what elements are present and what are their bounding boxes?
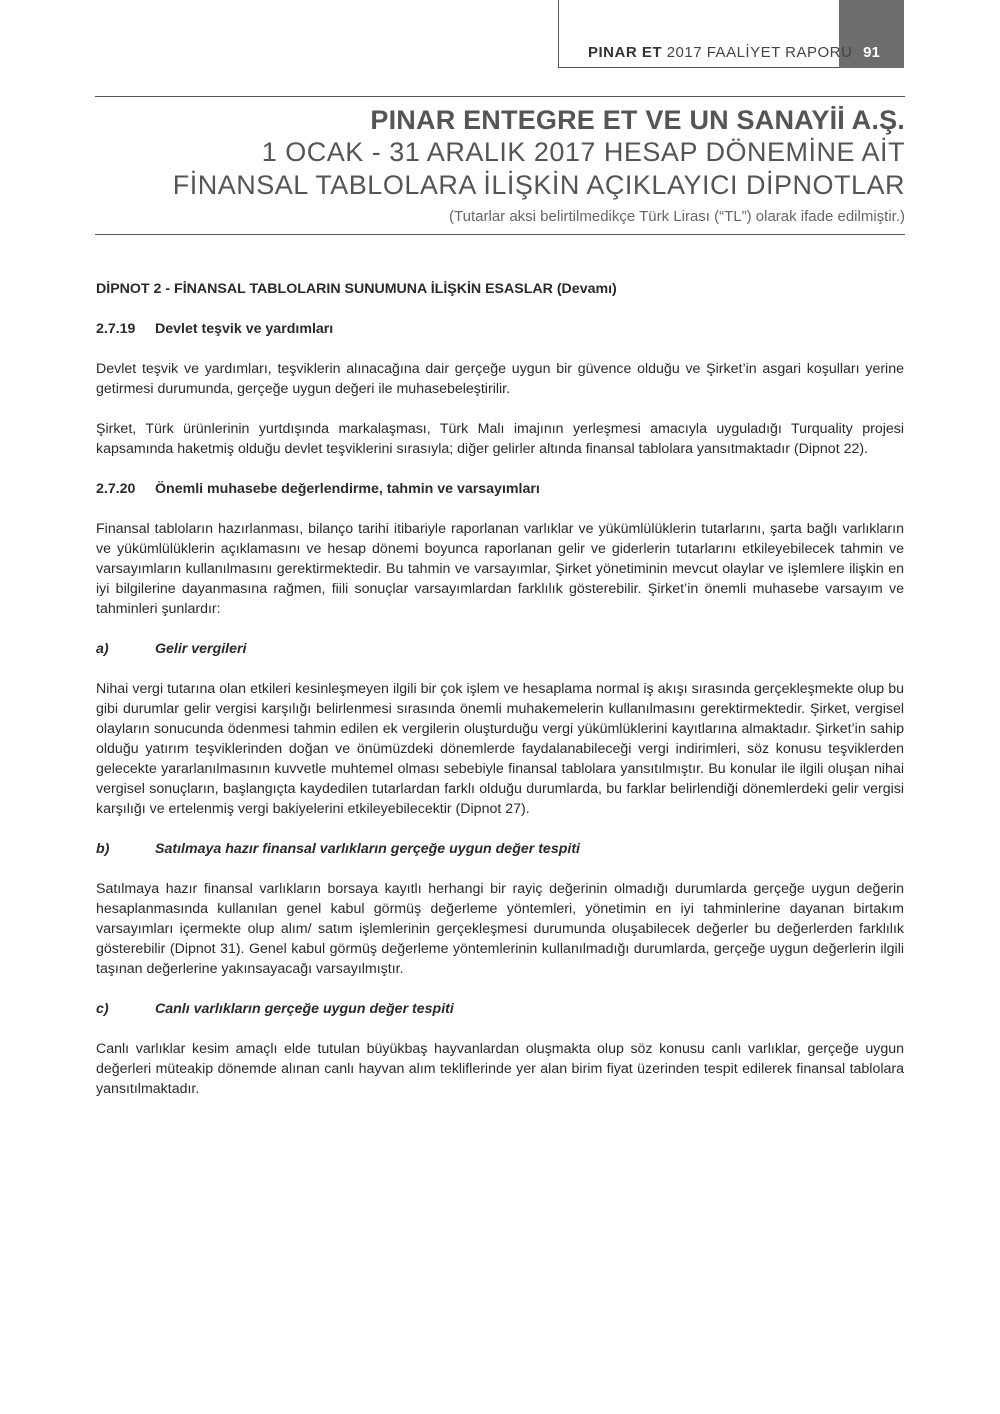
subsection-2720-heading [96, 479, 904, 499]
item-c-heading [96, 999, 904, 1019]
document-subject: FİNANSAL TABLOLARA İLİŞKİN AÇIKLAYICI DİPNOTLAR [172, 170, 905, 200]
company-name: PINAR ENTEGRE ET VE UN SANAYİİ A.Ş. [370, 105, 905, 135]
item-a-heading [96, 639, 904, 659]
title-bottom-rule [95, 234, 905, 235]
item-label: a) [96, 641, 109, 657]
item-title: Canlı varlıkların gerçeğe uygun değer tespiti [155, 1001, 454, 1017]
period-title: 1 OCAK - 31 ARALIK 2017 HESAP DÖNEMİNE AİT [261, 137, 905, 167]
item-label: c) [96, 1001, 109, 1017]
main-content [96, 279, 904, 1119]
paragraph: Devlet teşvik ve yardımları, teşviklerin alınacağına dair gerçeğe uygun bir güvence olduğu ve Şirket’in asgari koşulları yerine getirmesi durumunda, gerçeğe uygun değeri ile muhasebeleştirilir. [96, 361, 904, 397]
header-brand: PINAR ET [588, 44, 663, 61]
header-report: 2017 FAALİYET RAPORU [666, 44, 853, 61]
page-number: 91 [863, 44, 880, 61]
item-title: Gelir vergileri [155, 641, 247, 657]
paragraph: Şirket, Türk ürünlerinin yurtdışında markalaşması, Türk Malı imajının yerleşmesi amacıyla uyguladığı Turquality projesi kapsamında haketmiş olduğu devlet teşviklerini sırasıyla; diğer gelirler altında finansal tablolara yansıtmaktadır (Dipnot 22). [96, 421, 904, 457]
subsection-title: Önemli muhasebe değerlendirme, tahmin ve varsayımları [155, 481, 540, 497]
subsection-title: Devlet teşvik ve yardımları [155, 321, 334, 337]
paragraph: Canlı varlıklar kesim amaçlı elde tutulan büyükbaş hayvanlardan oluşmakta olup söz konusu canlı varlıklar, gerçeğe uygun değerleri müteakip dönemde alınan canlı hayvan alım tekliflerinde yer alan birim fiyat üzerinden tespit edilerek finansal tablolara yansıtılmaktadır. [96, 1041, 904, 1097]
paragraph: Satılmaya hazır finansal varlıkların borsaya kayıtlı herhangi bir rayiç değerinin olmadığı durumlarda gerçeğe uygun değerin hesaplanmasında kullanılan genel kabul görmüş değerleme yöntemleri, yönetimin en iyi tahminlerine dayanan birtakım varsayımları içermekte olup alım/ satım işlemlerinin gerçekleşmesi durumunda oluşabilecek değerler bu değerlerden farklılık gösterebilir (Dipnot 31). Genel kabul görmüş değerleme yöntemlerinin kullanılmadığı durumlarda, gerçeğe uygun değerlerin ilgili taşınan değerlerine yakınsayacağı varsayılmıştır. [96, 881, 904, 977]
section-title: DİPNOT 2 - FİNANSAL TABLOLARIN SUNUMUNA İLİŞKİN ESASLAR (Devamı) [96, 281, 617, 297]
title-top-rule [95, 96, 905, 97]
subsection-2719-heading [96, 319, 904, 339]
item-b-heading [96, 839, 904, 859]
paragraph: Nihai vergi tutarına olan etkileri kesinleşmeyen ilgili bir çok işlem ve hesaplama normal iş akışı sırasında gerçekleşmekte olup bu gibi durumlar gelir vergisi karşılığı belirlenmesi sırasında önemli muhakemelerin kullanılmasını gerektirmektedir. Şirket, vergisel olayların sonucunda ödenmesi tahmin edilen ek vergilerin oluşturduğu vergi yükümlüklerini kayıtlarına almaktadır. Şirket’in sahip olduğu yatırım teşviklerinden doğan ve önümüzdeki dönemlerde faydalanabileceği vergi indirimleri, söz konusu teşviklerden gelecekte yararlanılmasının kuvvetle muhtemel olması sebebiyle finansal tablolara yansıtılmıştır. Bu konular ile ilgili oluşan nihai vergisel sonuçların, başlangıçta kaydedilen tutarlardan farklı olduğu durumlarda, bu farklar belirlendiği dönemlerdeki gelir vergisi karşılığı ve ertelenmiş vergi bakiyelerini etkileyebilecektir (Dipnot 27). [96, 681, 904, 817]
item-label: b) [96, 841, 110, 857]
item-title: Satılmaya hazır finansal varlıkların gerçeğe uygun değer tespiti [155, 841, 580, 857]
running-header [588, 44, 852, 61]
subsection-number: 2.7.20 [96, 481, 136, 497]
currency-note: (Tutarlar aksi belirtilmedikçe Türk Lirası (“TL”) olarak ifade edilmiştir.) [449, 208, 905, 225]
subsection-number: 2.7.19 [96, 321, 136, 337]
paragraph: Finansal tabloların hazırlanması, bilanço tarihi itibariyle raporlanan varlıklar ve yükümlülüklerin tutarlarını, şarta bağlı varlıkların ve yükümlülüklerin açıklamasını ve hesap dönemi boyunca raporlanan gelir ve giderlerin tutarlarını etkileyebilecek tahmin ve varsayımların kullanılmasını gerektirmektedir. Bu tahmin ve varsayımlar, Şirket yönetiminin mevcut olaylar ve işlemlere ilişkin en iyi bilgilerine dayanmasına rağmen, fiili sonuçlar varsayımlardan farklılık gösterebilir. Şirket’in önemli muhasebe varsayım ve tahminleri şunlardır: [96, 521, 904, 617]
